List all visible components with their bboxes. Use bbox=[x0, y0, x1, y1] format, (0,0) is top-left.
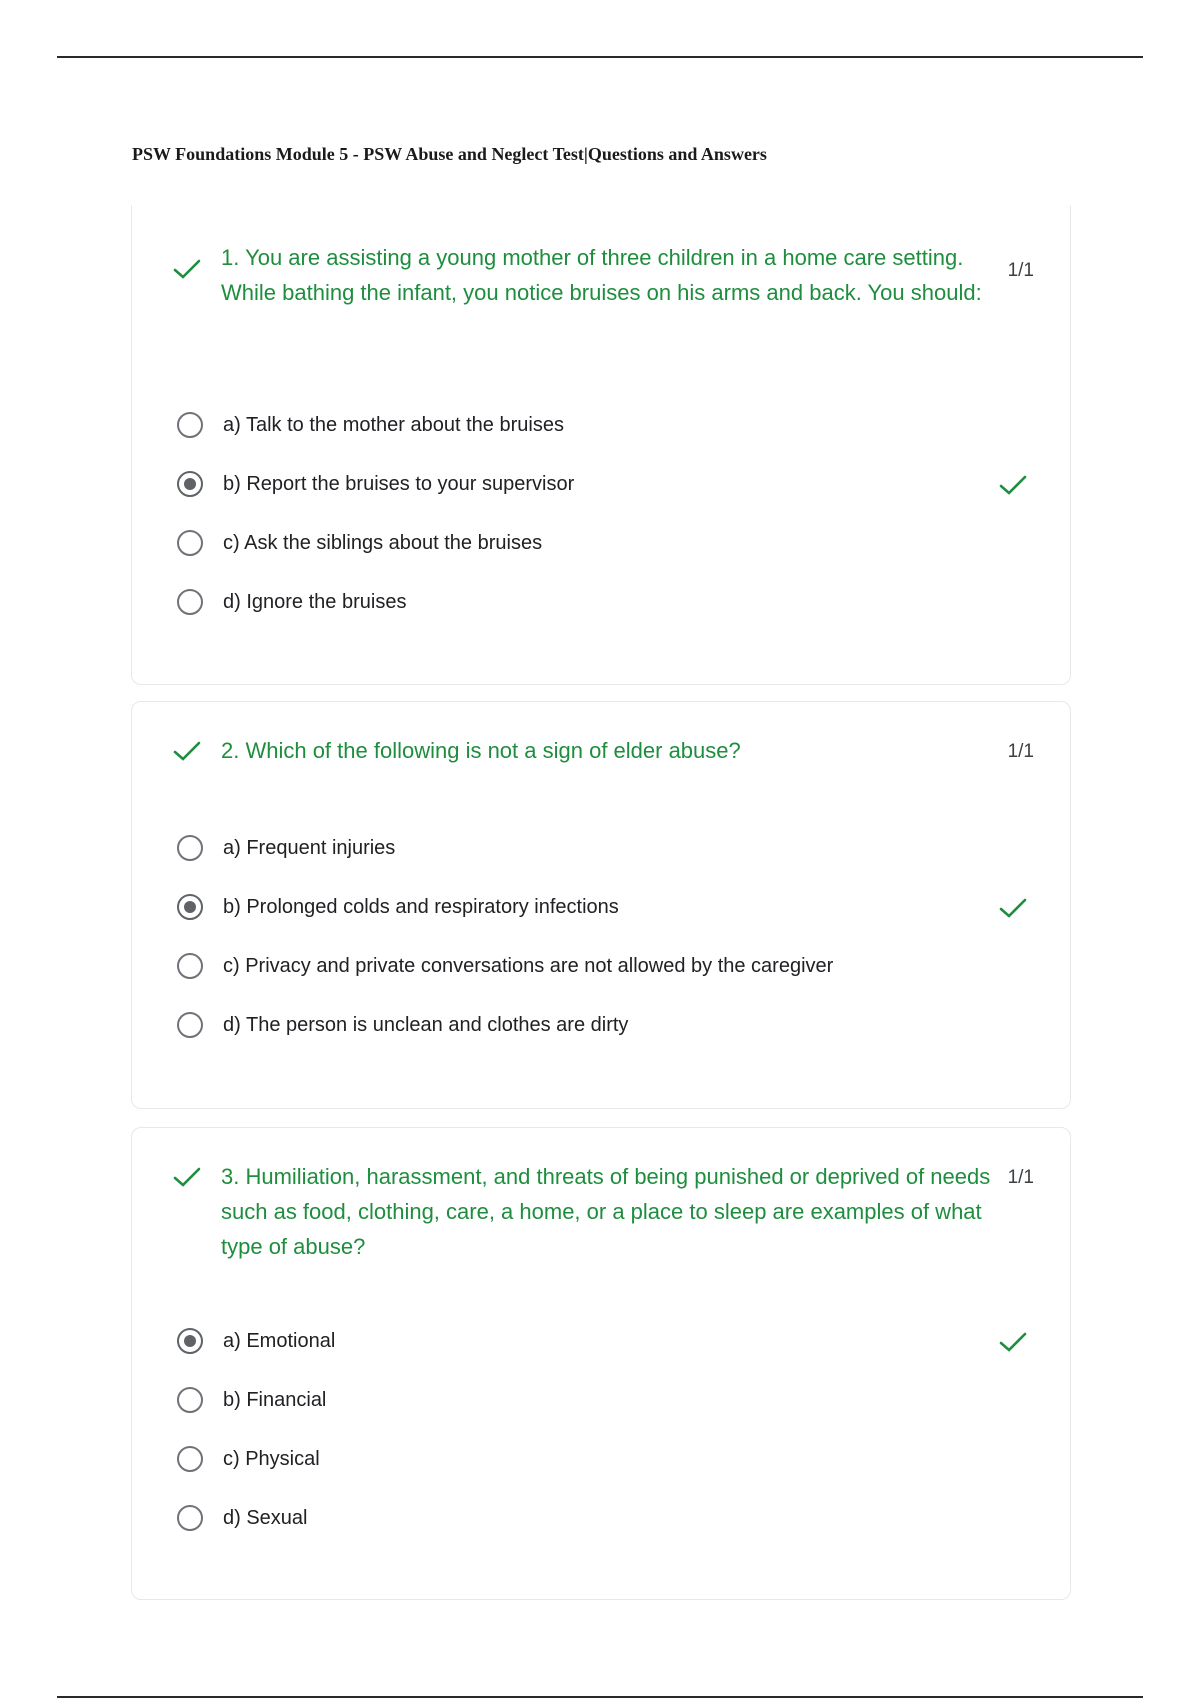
question-text: 2. Which of the following is not a sign of elder abuse? bbox=[221, 738, 741, 763]
option-b[interactable] bbox=[177, 888, 1034, 928]
option-c[interactable] bbox=[177, 947, 1034, 987]
option-label: d) The person is unclean and clothes are dirty bbox=[223, 1014, 629, 1036]
option-c[interactable] bbox=[177, 1440, 1034, 1480]
option-d[interactable] bbox=[177, 1499, 1034, 1539]
bottom-rule bbox=[57, 1696, 1143, 1698]
document-title: PSW Foundations Module 5 - PSW Abuse and Neglect Test|Questions and Answers bbox=[132, 144, 767, 164]
option-label: b) Financial bbox=[223, 1389, 327, 1411]
check-icon bbox=[172, 257, 202, 281]
question-score: 1/1 bbox=[1007, 260, 1034, 281]
radio-button-selected[interactable] bbox=[177, 1328, 203, 1354]
radio-button[interactable] bbox=[177, 530, 203, 556]
option-label: a) Emotional bbox=[223, 1330, 336, 1352]
radio-button[interactable] bbox=[177, 412, 203, 438]
option-label: c) Physical bbox=[223, 1448, 320, 1470]
question-card-2 bbox=[131, 701, 1071, 1109]
option-b[interactable] bbox=[177, 1381, 1034, 1421]
correct-check-icon bbox=[998, 1330, 1028, 1354]
correct-check-icon bbox=[998, 896, 1028, 920]
check-icon bbox=[172, 739, 202, 763]
top-rule bbox=[57, 56, 1143, 58]
option-a[interactable] bbox=[177, 406, 1034, 446]
option-label: b) Report the bruises to your supervisor bbox=[223, 473, 575, 495]
radio-button[interactable] bbox=[177, 589, 203, 615]
option-label: c) Privacy and private conversations are not allowed by the caregiver bbox=[223, 955, 834, 977]
radio-button-selected[interactable] bbox=[177, 894, 203, 920]
radio-button[interactable] bbox=[177, 1387, 203, 1413]
radio-button[interactable] bbox=[177, 1505, 203, 1531]
option-c[interactable] bbox=[177, 524, 1034, 564]
question-card-1 bbox=[131, 205, 1071, 685]
radio-button[interactable] bbox=[177, 953, 203, 979]
radio-button-selected[interactable] bbox=[177, 471, 203, 497]
option-b[interactable] bbox=[177, 465, 1034, 505]
radio-button[interactable] bbox=[177, 835, 203, 861]
radio-button[interactable] bbox=[177, 1446, 203, 1472]
option-d[interactable] bbox=[177, 583, 1034, 623]
option-label: a) Frequent injuries bbox=[223, 837, 396, 859]
question-card-3 bbox=[131, 1127, 1071, 1600]
option-label: a) Talk to the mother about the bruises bbox=[223, 414, 564, 436]
correct-check-icon bbox=[998, 473, 1028, 497]
option-d[interactable] bbox=[177, 1006, 1034, 1046]
option-label: c) Ask the siblings about the bruises bbox=[223, 532, 543, 554]
question-text: 3. Humiliation, harassment, and threats of being punished or deprived of needs such as food, clothing, care, a home, or a place to sleep are examples of what type of abuse? bbox=[221, 1164, 991, 1259]
check-icon bbox=[172, 1165, 202, 1189]
option-label: d) Sexual bbox=[223, 1507, 308, 1529]
option-a[interactable] bbox=[177, 829, 1034, 869]
question-text: 1. You are assisting a young mother of three children in a home care setting. While bathing the infant, you notice bruises on his arms and back. You should: bbox=[221, 245, 982, 305]
option-label: b) Prolonged colds and respiratory infections bbox=[223, 896, 619, 918]
question-score: 1/1 bbox=[1007, 741, 1034, 762]
question-score: 1/1 bbox=[1007, 1167, 1034, 1188]
radio-button[interactable] bbox=[177, 1012, 203, 1038]
option-a[interactable] bbox=[177, 1322, 1034, 1362]
option-label: d) Ignore the bruises bbox=[223, 591, 407, 613]
